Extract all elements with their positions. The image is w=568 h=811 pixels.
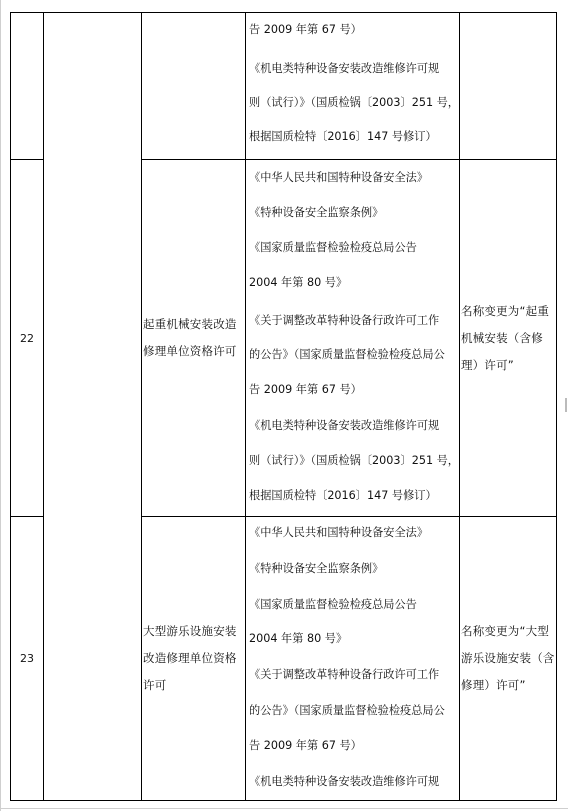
column-divider [43,12,44,800]
item-name-cell [142,160,245,516]
page-bottom-edge [0,808,568,809]
basis-line: 的公告》（国家质量监督检验检疫总局公 [249,348,445,361]
basis-line: 2004 年第 80 号》 [249,632,348,645]
legal-basis-cell [246,160,459,516]
basis-line: 《中华人民共和国特种设备安全法》 [249,526,429,539]
basis-line: 《特种设备安全监察条例》 [249,562,384,575]
basis-line: 《机电类特种设备安装改造维修许可规 [249,62,440,75]
basis-line: 的公告》（国家质量监督检验检疫总局公 [249,704,445,717]
row-number-cell [11,160,43,516]
basis-line: 《关于调整改革特种设备行政许可工作 [249,314,440,327]
remark-text: 名称变更为“大型游乐设施安装（含修理）许可” [461,624,555,692]
legal-basis-cell [246,517,459,800]
row-number: 23 [20,652,34,665]
basis-line: 《中华人民共和国特种设备安全法》 [249,171,429,184]
basis-line: 《特种设备安全监察条例》 [249,206,384,219]
basis-line: 《机电类特种设备安装改造维修许可规 [249,419,440,432]
item-name: 大型游乐设施安装改造修理单位资格许可 [143,624,237,692]
basis-line: 告 2009 年第 67 号） [249,383,362,396]
basis-line: 《关于调整改革特种设备行政许可工作 [249,668,440,681]
basis-line: 《国家质量监督检验检疫总局公告 [249,598,417,611]
page-left-edge [0,0,1,811]
basis-line: 则（试行）》（国质检锅〔2003〕251 号， [249,454,459,467]
row-number-cell [11,517,43,800]
basis-line: 2004 年第 80 号》 [249,276,348,289]
item-name: 起重机械安装改造修理单位资格许可 [143,317,237,358]
item-name-cell [142,517,245,800]
row-number: 22 [20,331,34,345]
remark-cell [460,517,556,800]
basis-line: 根据国质检特〔2016〕147 号修订） [249,489,437,502]
remark-cell [460,160,556,516]
scroll-marker [565,398,567,412]
basis-line: 《国家质量监督检验检疫总局公告 [249,241,417,254]
table-border-right [556,12,557,800]
remark-text: 名称变更为“起重机械安装（含修理）许可” [461,303,550,372]
basis-line: 告 2009 年第 67 号） [249,23,362,36]
basis-line: 《机电类特种设备安装改造维修许可规 [249,775,440,788]
basis-line: 则（试行）》（国质检锅〔2003〕251 号， [249,96,459,109]
basis-line: 根据国质检特〔2016〕147 号修订） [249,130,437,143]
table-border-bottom [10,800,557,801]
legal-basis-cell [246,13,459,159]
basis-line: 告 2009 年第 67 号） [249,739,362,752]
